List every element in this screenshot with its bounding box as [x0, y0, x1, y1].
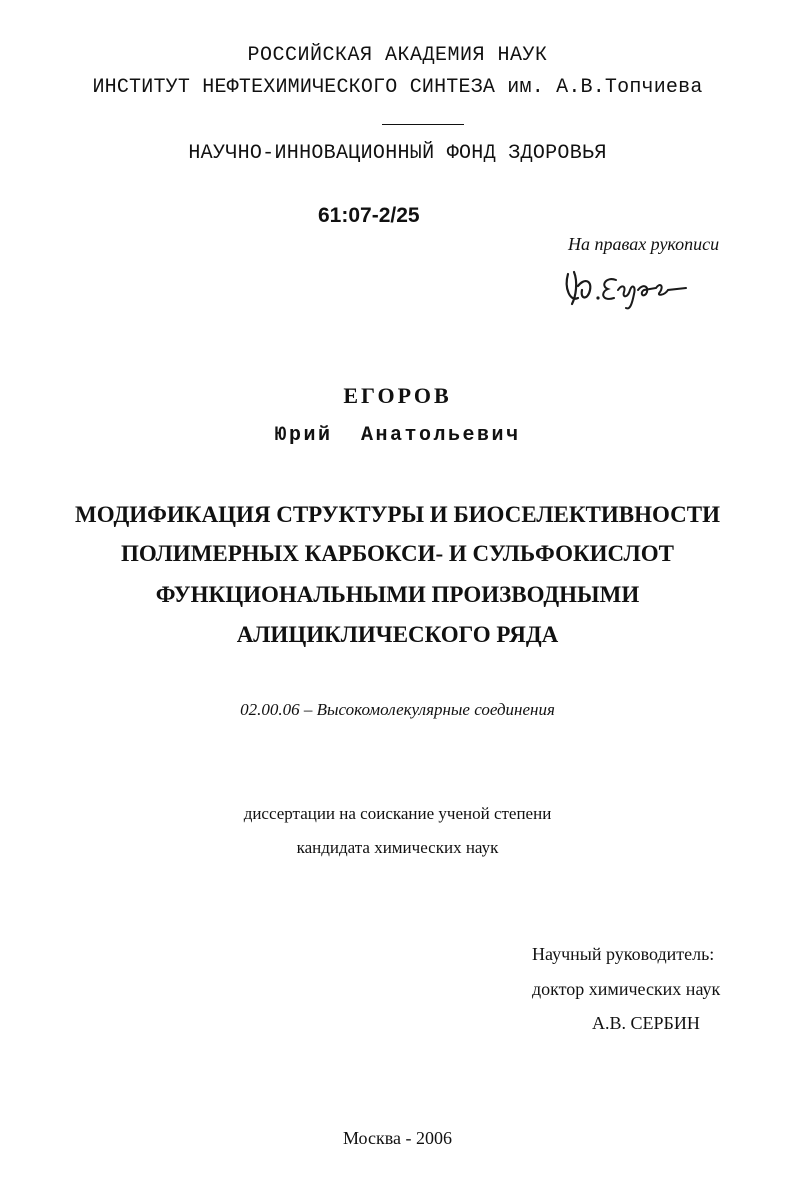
academy-name: РОССИЙСКАЯ АКАДЕМИЯ НАУК: [247, 44, 548, 67]
supervisor-name: А.В. СЕРБИН: [592, 1013, 700, 1033]
supervisor-degree: доктор химических наук: [532, 979, 721, 999]
specialty-code: 02.00.06 – Высокомолекулярные соединения: [240, 700, 555, 719]
author-given-names: Юрий Анатольевич: [274, 424, 521, 447]
degree-line: диссертации на соискание ученой степени: [243, 804, 552, 823]
author-surname: ЕГОРОВ: [343, 383, 452, 408]
degree-line: кандидата химических наук: [296, 838, 499, 857]
foundation-name: НАУЧНО-ИННОВАЦИОННЫЙ ФОНД ЗДОРОВЬЯ: [188, 142, 607, 165]
thesis-title-line: АЛИЦИКЛИЧЕСКОГО РЯДА: [236, 622, 559, 647]
thesis-title-line: ПОЛИМЕРНЫХ КАРБОКСИ- И СУЛЬФОКИСЛОТ: [121, 541, 674, 566]
catalog-code: 61:07-2/25: [318, 204, 420, 227]
supervisor-role: Научный руководитель:: [532, 944, 715, 964]
header-divider: [382, 124, 464, 125]
city-year: Москва - 2006: [343, 1128, 452, 1148]
manuscript-note: На правах рукописи: [568, 234, 720, 254]
institute-name: ИНСТИТУТ НЕФТЕХИМИЧЕСКОГО СИНТЕЗА им. А.В.Топчиева: [92, 76, 703, 99]
thesis-title-line: МОДИФИКАЦИЯ СТРУКТУРЫ И БИОСЕЛЕКТИВНОСТИ: [74, 502, 720, 527]
thesis-title-line: ФУНКЦИОНАЛЬНЫМИ ПРОИЗВОДНЫМИ: [155, 582, 640, 607]
author-signature: [560, 262, 690, 312]
